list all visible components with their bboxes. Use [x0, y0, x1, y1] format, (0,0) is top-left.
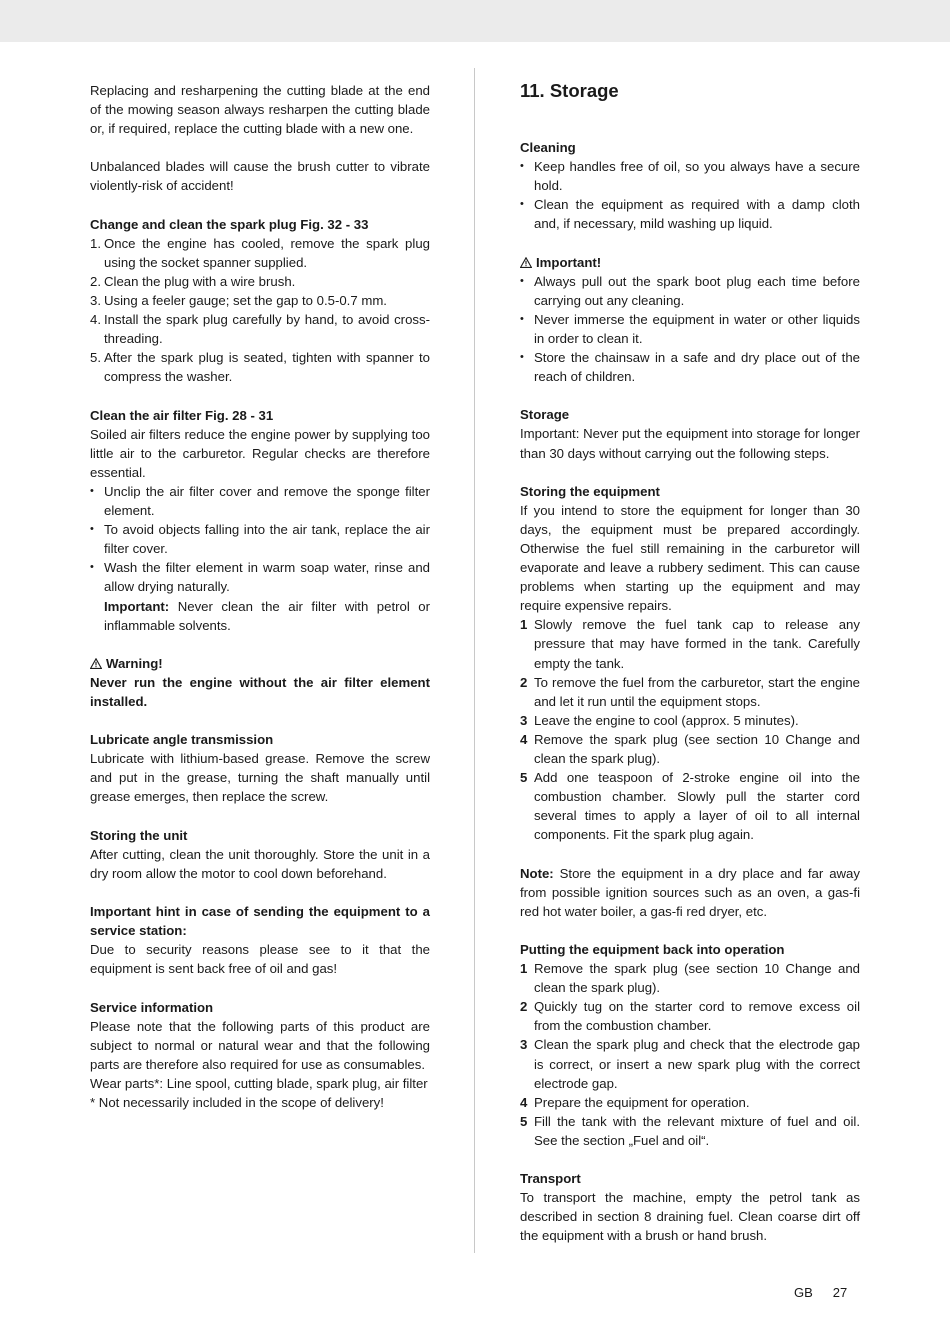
important-heading: Important!: [520, 253, 860, 272]
cleaning-heading: Cleaning: [520, 140, 576, 155]
storage-text: Important: Never put the equipment into storage for longer than 30 days without carrying out the following steps.: [520, 426, 860, 461]
air-filter-intro: Soiled air filters reduce the engine power by supplying too little air to the carburetor. Regular checks are therefore essential.: [90, 426, 430, 480]
list-item: 5 Add one teaspoon of 2-stroke engine oil into the combustion chamber. Slowly pull the starter cord several times to apply a layer of oil to all internal components. Fit the spark plug again.: [520, 770, 860, 843]
list-item: 4. Install the spark plug carefully by hand, to avoid cross-threading.: [90, 312, 430, 347]
list-item: 5 Fill the tank with the relevant mixture of fuel and oil. See the section „Fuel and oil“.: [520, 1113, 860, 1148]
storing-unit-heading: Storing the unit: [90, 827, 188, 843]
lubricate-text: Lubricate with lithium-based grease. Remove the screw and put in the grease, turning the shaft manually until grease emerges, then replace the screw.: [90, 751, 430, 805]
cleaning-bullets: [520, 157, 860, 233]
footnote: * Not necessarily included in the scope of delivery!: [90, 1094, 384, 1110]
list-item: 2 Quickly tug on the starter cord to remove excess oil from the combustion chamber.: [520, 999, 860, 1034]
list-item: 2 To remove the fuel from the carburetor, start the engine and let it run until the equipment stops.: [520, 674, 860, 709]
unbalanced-blades-paragraph: Unbalanced blades will cause the brush cutter to vibrate violently-risk of accident!: [90, 159, 430, 194]
list-item: 4 Remove the spark plug (see section 10 Change and clean the spark plug).: [520, 731, 860, 766]
service-info-text: Please note that the following parts of this product are subject to normal or natural wear and that the following parts are therefore also required for use as consumables.: [90, 1018, 430, 1072]
left-column: [90, 81, 430, 1112]
air-filter-heading: Clean the air filter Fig. 28 - 31: [90, 407, 274, 423]
page-number: 27: [832, 1285, 848, 1300]
transport-text: To transport the machine, empty the petrol tank as described in section 8 draining fuel. Clean coarse dirt off the equipment with a brush or hand brush.: [520, 1190, 860, 1244]
list-item: • Wash the filter element in warm soap water, rinse and allow drying naturally.: [90, 558, 430, 596]
list-item: • Always pull out the spark boot plug each time before carrying out any cleaning.: [520, 272, 860, 310]
warning-heading: Warning!: [90, 654, 430, 673]
warning-icon: [90, 658, 102, 669]
warning-icon: [520, 257, 532, 268]
page-title: 11. Storage: [520, 80, 619, 101]
air-filter-bullets: [90, 482, 430, 597]
spark-plug-steps: [90, 234, 430, 387]
service-hint-heading: Important hint in case of sending the equipment to a service station:: [90, 904, 430, 939]
list-item: 1 Slowly remove the fuel tank cap to release any pressure that may have formed in the tank. Carefully empty the tank.: [520, 617, 860, 671]
list-item: • Unclip the air filter cover and remove the sponge filter element.: [90, 482, 430, 520]
list-item: 2. Clean the plug with a wire brush.: [90, 273, 296, 289]
list-item: 1 Remove the spark plug (see section 10 Change and clean the spark plug).: [520, 961, 860, 996]
storage-heading: Storage: [520, 407, 570, 423]
list-item: • Store the chainsaw in a safe and dry place out of the reach of children.: [520, 348, 860, 386]
blade-paragraph: Replacing and resharpening the cutting blade at the end of the mowing season always resharpen the cutting blade or, if required, replace the cutting blade with a new one.: [90, 83, 430, 137]
page-footer: [794, 1283, 847, 1302]
storing-equipment-heading: Storing the equipment: [520, 483, 660, 499]
storing-equipment-text: If you intend to store the equipment for longer than 30 days, the equipment must be prepared accordingly. Otherwise the fuel still remaining in the carburetor will evaporate and leave a rubbery sediment. This can cause problems when starting up the equipment and may require expensive repairs.: [520, 502, 860, 614]
storing-unit-text: After cutting, clean the unit thoroughly. Store the unit in a dry room allow the motor to cool down beforehand.: [90, 846, 430, 881]
service-info-heading: Service information: [90, 999, 214, 1015]
list-item: 3. Using a feeler gauge; set the gap to 0.5-0.7 mm.: [90, 293, 387, 309]
important-bullets: [520, 272, 860, 387]
list-item: 3 Leave the engine to cool (approx. 5 minutes).: [520, 712, 799, 728]
list-item: 5. After the spark plug is seated, tighten with spanner to compress the washer.: [90, 350, 430, 385]
spark-plug-heading: Change and clean the spark plug Fig. 32 - 33: [90, 216, 369, 232]
warning-text: Never run the engine without the air filter element installed.: [90, 674, 430, 709]
back-to-operation-steps: [520, 959, 860, 1150]
right-column: [520, 81, 860, 1245]
transport-heading: Transport: [520, 1171, 581, 1187]
list-item: 1. Once the engine has cooled, remove the spark plug using the socket spanner supplied.: [90, 235, 430, 270]
list-item: 3 Clean the spark plug and check that the electrode gap is correct, or insert a new spark plug with the correct electrode gap.: [520, 1037, 860, 1091]
air-filter-important: Important: Never clean the air filter with petrol or inflammable solvents.: [104, 598, 431, 633]
language-code: GB: [794, 1285, 813, 1300]
storing-steps: [520, 615, 860, 844]
back-to-operation-heading: Putting the equipment back into operation: [520, 941, 785, 957]
list-item: • Never immerse the equipment in water or other liquids in order to clean it.: [520, 310, 860, 348]
list-item: • Keep handles free of oil, so you always have a secure hold.: [520, 157, 860, 195]
column-divider: [474, 68, 475, 1253]
page-header-bar: [0, 0, 950, 42]
list-item: • Clean the equipment as required with a damp cloth and, if necessary, mild washing up liquid.: [520, 195, 860, 233]
list-item: 4 Prepare the equipment for operation.: [520, 1094, 750, 1110]
service-hint-text: Due to security reasons please see to it that the equipment is sent back free of oil and gas!: [90, 942, 430, 977]
list-item: • To avoid objects falling into the air tank, replace the air filter cover.: [90, 520, 430, 558]
wear-parts-text: Wear parts*: Line spool, cutting blade, spark plug, air filter: [90, 1075, 428, 1091]
note-paragraph: Note: Store the equipment in a dry place and far away from possible ignition sources such as an oven, a gas-fi red hot water boiler, a gas-fi red dryer, etc.: [520, 865, 860, 919]
lubricate-heading: Lubricate angle transmission: [90, 732, 274, 748]
